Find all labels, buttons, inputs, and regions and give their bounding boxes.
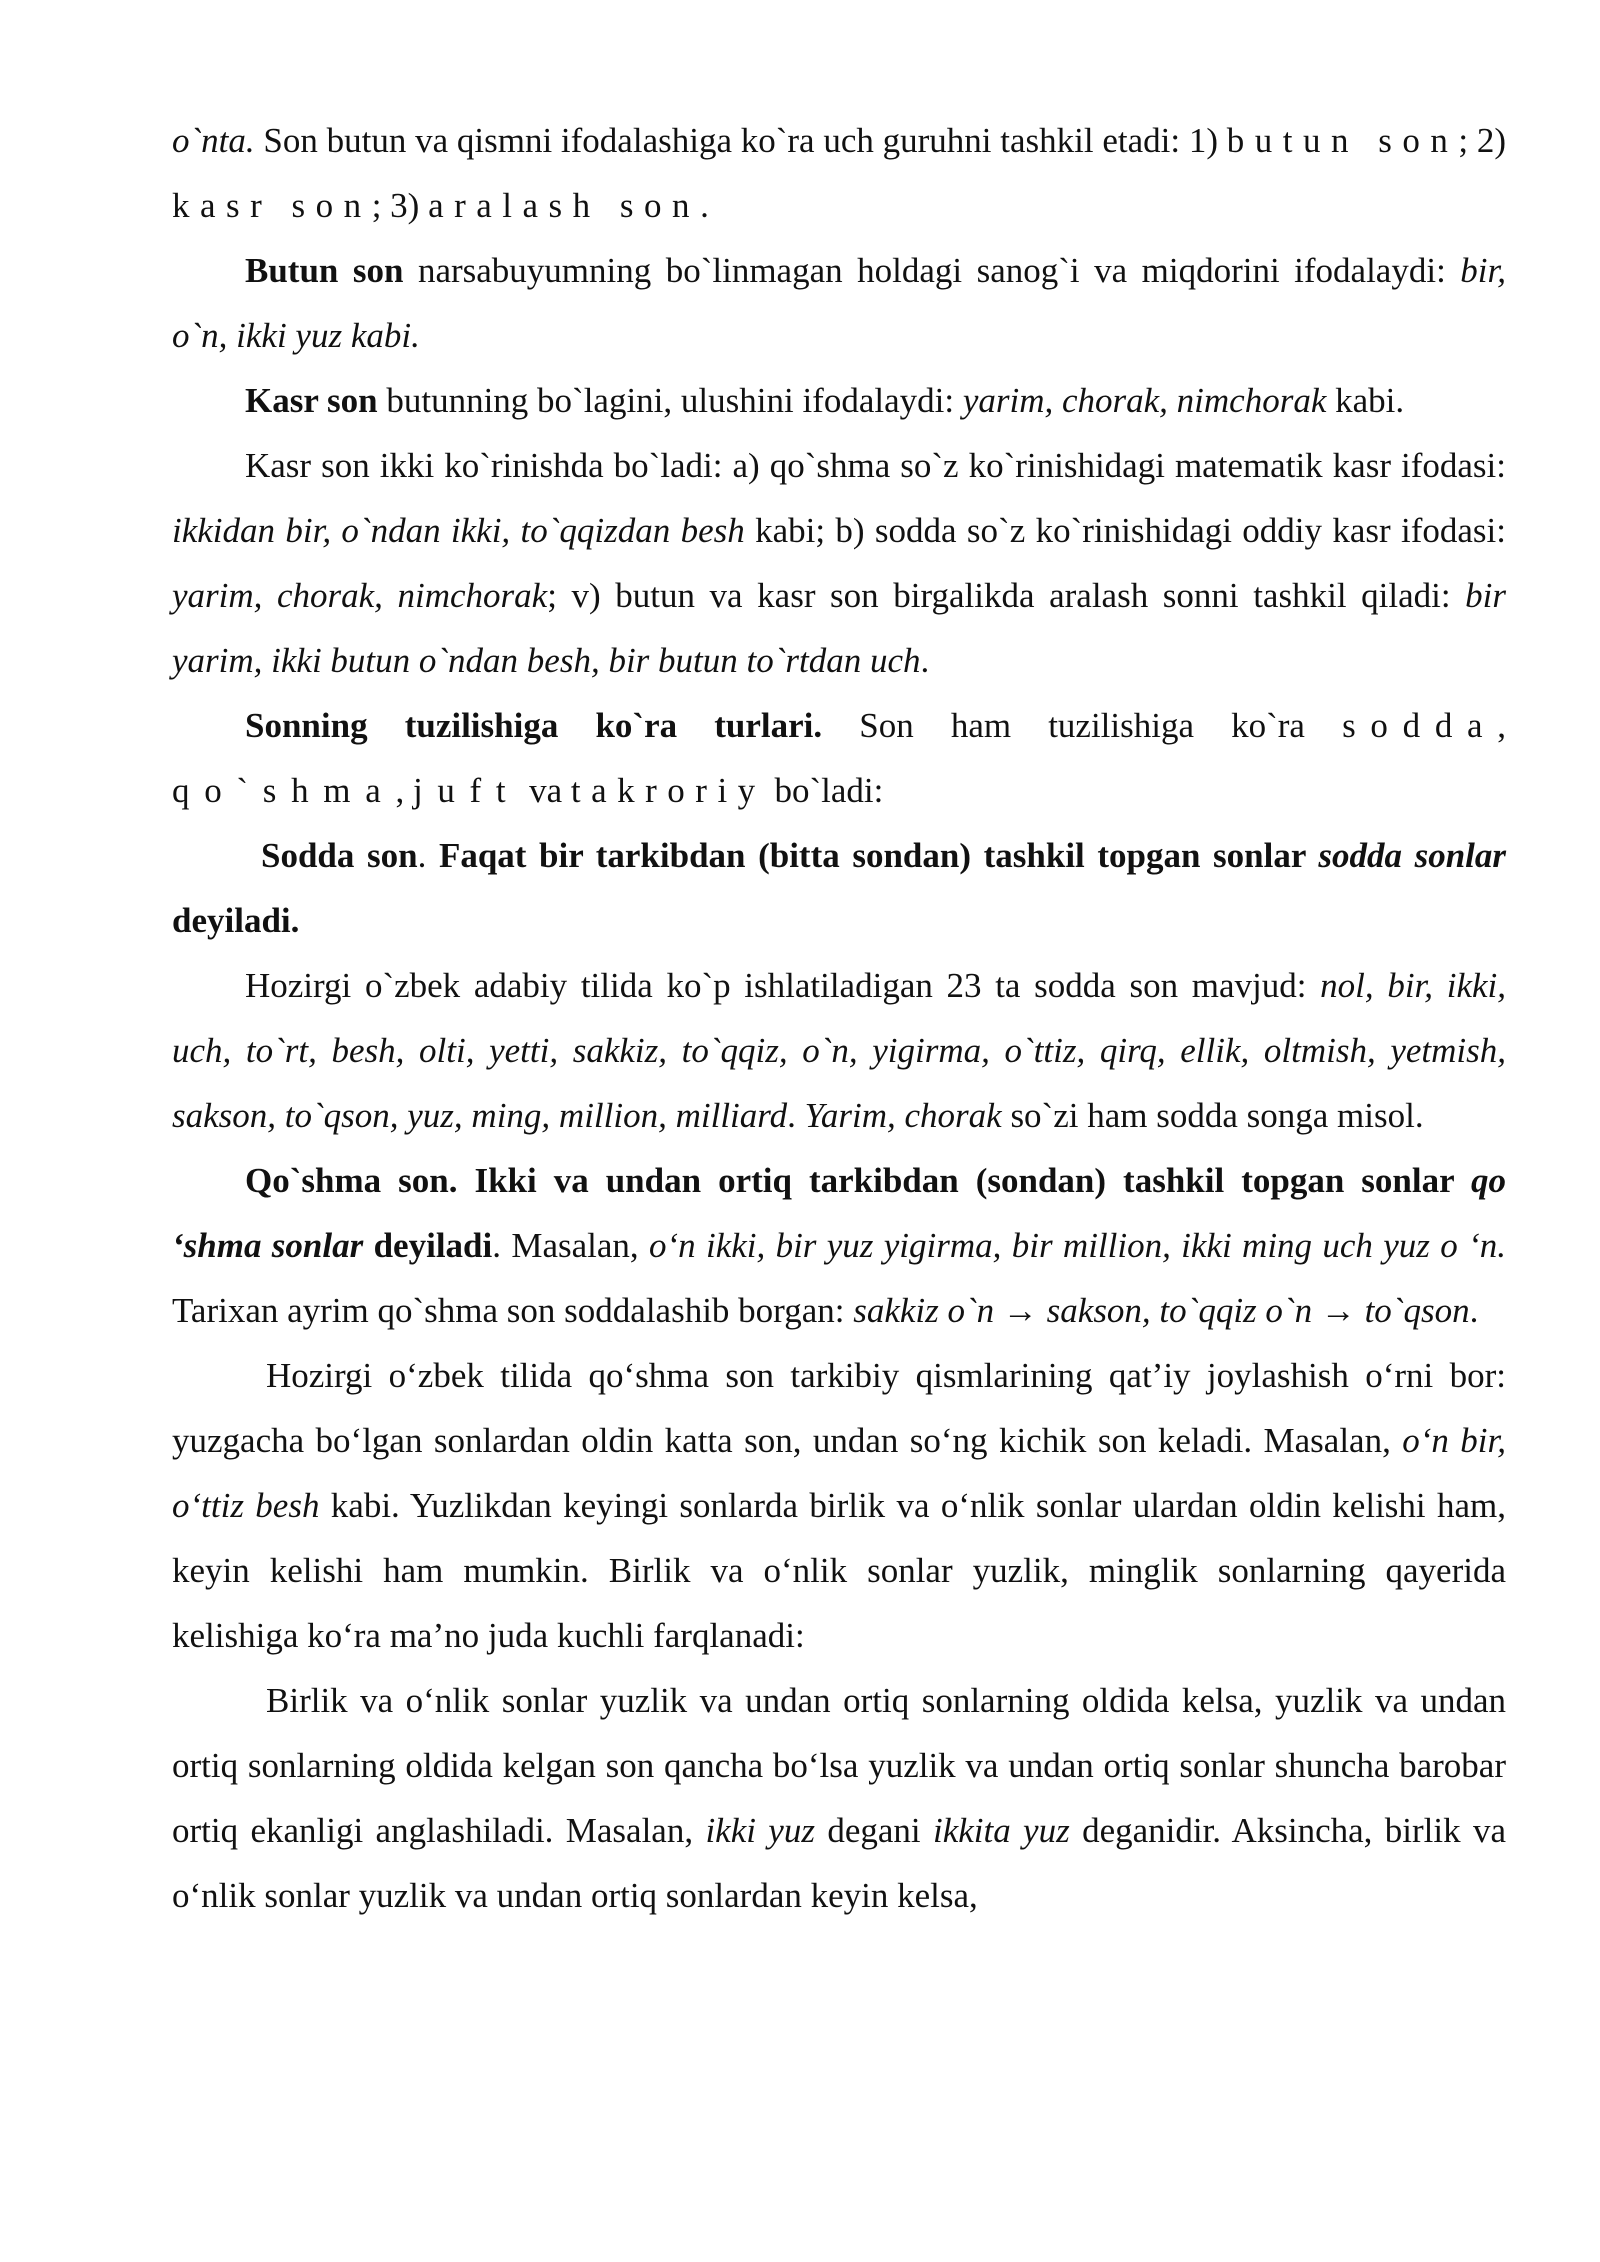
text-run: Hozirgi o‘zbek tilida qo‘shma son tarkibiy qismlarining qat’iy joylashish o‘rni bor: yuzgacha bo‘lgan sonlardan oldin katta son, undan so‘ng kichik son keladi. Masalan,: [172, 1356, 1506, 1460]
paragraph-butun-son: [172, 238, 1506, 368]
text-run: degani: [814, 1811, 933, 1850]
italic-example: sakkiz o`n → sakson, to`qqiz o`n → to`qson: [853, 1291, 1470, 1330]
bold-italic-term: sodda sonlar: [1318, 836, 1507, 875]
spaced-term: juft: [412, 771, 521, 810]
text-run: ; 2): [1458, 121, 1506, 160]
text-run: .: [920, 641, 930, 680]
text-run: .: [417, 836, 439, 875]
italic-example: o‘n ikki, bir yuz yigirma, bir million, ikki ming uch yuz o ‘n.: [648, 1226, 1506, 1265]
paragraph-kasr-son: [172, 368, 1506, 433]
document-page: [172, 108, 1506, 1928]
paragraph-son-guruhlari: [172, 108, 1506, 238]
paragraph-joylashish-orni: [172, 1343, 1506, 1668]
spaced-term: qo`shma: [172, 771, 396, 810]
text-run: deganidir. Aksincha, birlik va o‘nlik sonlar yuzlik va undan ortiq sonlardan keyin kelsa,: [172, 1811, 1506, 1915]
text-run: kabi. Yuzlikdan keyingi sonlarda birlik va o‘nlik sonlar ulardan oldin kelishi ham, keyin kelishi ham mumkin. Birlik va o‘nlik sonlar yuzlik, minglik sonlarning qayerida kelishiga ko‘ra ma’no juda kuchli farqlanadi:: [172, 1486, 1506, 1655]
text-run: narsabuyumning bo`linmagan holdagi sanog`i va miqdorini ifodalaydi:: [403, 251, 1461, 290]
text-run: va: [520, 771, 571, 810]
text-run: kabi.: [1326, 381, 1405, 420]
italic-example: nol, bir, ikki, uch, to`rt, besh, olti, yetti, sakkiz, to`qqiz, o`n, yigirma, o`ttiz, qirq, ellik, oltmish, yetmish, sakson, to`qson, yuz, ming, million, milliard: [172, 966, 1506, 1135]
text-run: .: [787, 1096, 805, 1135]
text-run: Son butun va qismni ifodalashiga ko`ra uch guruhni tashkil etadi: 1): [254, 121, 1227, 160]
bold-term: Butun son: [245, 251, 404, 290]
paragraph-sodda-son: [172, 823, 1506, 953]
paragraph-tuzilish-turlari: [172, 693, 1506, 823]
paragraph-birlik-onlik: [172, 1668, 1506, 1928]
text-run: ; v) butun va kasr son birgalikda aralash sonni tashkil qiladi:: [547, 576, 1466, 615]
spaced-term: aralash son: [428, 186, 701, 225]
italic-example: ikki yuz: [705, 1811, 815, 1850]
italic-term: o`nta.: [172, 121, 255, 160]
text-run: Kasr son ikki ko`rinishda bo`ladi: a) qo`shma so`z ko`rinishidagi matematik kasr ifodasi:: [245, 446, 1506, 485]
bold-heading: Qo`shma son. Ikki va undan ortiq tarkibdan (sondan) tashkil topgan sonlar: [245, 1161, 1471, 1200]
bold-italic-term: qo ‘shma sonlar: [172, 1161, 1506, 1265]
text-run: . Masalan,: [492, 1226, 649, 1265]
text-run: butunning bo`lagini, ulushini ifodalaydi:: [377, 381, 963, 420]
italic-example: bir, o`n, ikki yuz kabi.: [172, 251, 1506, 355]
bold-term: Kasr son: [245, 381, 378, 420]
text-run: Tarixan ayrim qo`shma son soddalashib borgan:: [172, 1291, 854, 1330]
text-run: ; 3): [371, 186, 429, 225]
italic-example: ikkita yuz: [932, 1811, 1070, 1850]
bold-definition: deyiladi: [363, 1226, 493, 1265]
italic-example: yarim, chorak, nimchorak: [172, 576, 548, 615]
italic-example: yarim, chorak, nimchorak: [962, 381, 1327, 420]
paragraph-kasr-korinishlari: [172, 433, 1506, 693]
text-run: Hozirgi o`zbek adabiy tilida ko`p ishlatiladigan 23 ta sodda son mavjud:: [245, 966, 1321, 1005]
bold-definition: deyiladi.: [172, 901, 300, 940]
text-run: .: [1469, 1291, 1479, 1330]
text-run: bo`ladi:: [765, 771, 884, 810]
text-run: ,: [395, 771, 413, 810]
spaced-term: kasr son: [172, 186, 372, 225]
italic-example: ikkidan bir, o`ndan ikki, to`qqizdan besh: [172, 511, 745, 550]
paragraph-qoshma-son: [172, 1148, 1506, 1343]
italic-example: bir yarim, ikki butun o`ndan besh, bir butun to`rtdan uch: [172, 576, 1506, 680]
italic-example: o‘n bir, o‘ttiz besh: [172, 1421, 1507, 1525]
bold-heading: Sodda son: [261, 836, 418, 875]
italic-example: Yarim, chorak: [804, 1096, 1002, 1135]
bold-definition: Faqat bir tarkibdan (bitta sondan) tashkil topgan sonlar: [438, 836, 1319, 875]
text-run: .: [700, 186, 709, 225]
spaced-term: takroriy: [570, 771, 766, 810]
spaced-term: butun son: [1226, 121, 1459, 160]
text-run: Birlik va o‘nlik sonlar yuzlik va undan ortiq sonlarning oldida kelsa, yuzlik va undan ortiq sonlarning oldida kelgan son qancha bo‘lsa yuzlik va undan ortiq sonlar shuncha barobar ortiq ekanligi anglashiladi. Masalan,: [172, 1681, 1506, 1850]
text-run: so`zi ham sodda songa misol.: [1001, 1096, 1424, 1135]
text-run: kabi; b) sodda so`z ko`rinishidagi oddiy kasr ifodasi:: [744, 511, 1506, 550]
text-run: ,: [1497, 706, 1506, 745]
paragraph-sodda-sonlar-royxati: [172, 953, 1506, 1148]
bold-heading: Sonning tuzilishiga ko`ra turlari.: [245, 706, 823, 745]
spaced-term: sodda: [1342, 706, 1498, 745]
text-run: Son ham tuzilishiga ko`ra: [822, 706, 1343, 745]
